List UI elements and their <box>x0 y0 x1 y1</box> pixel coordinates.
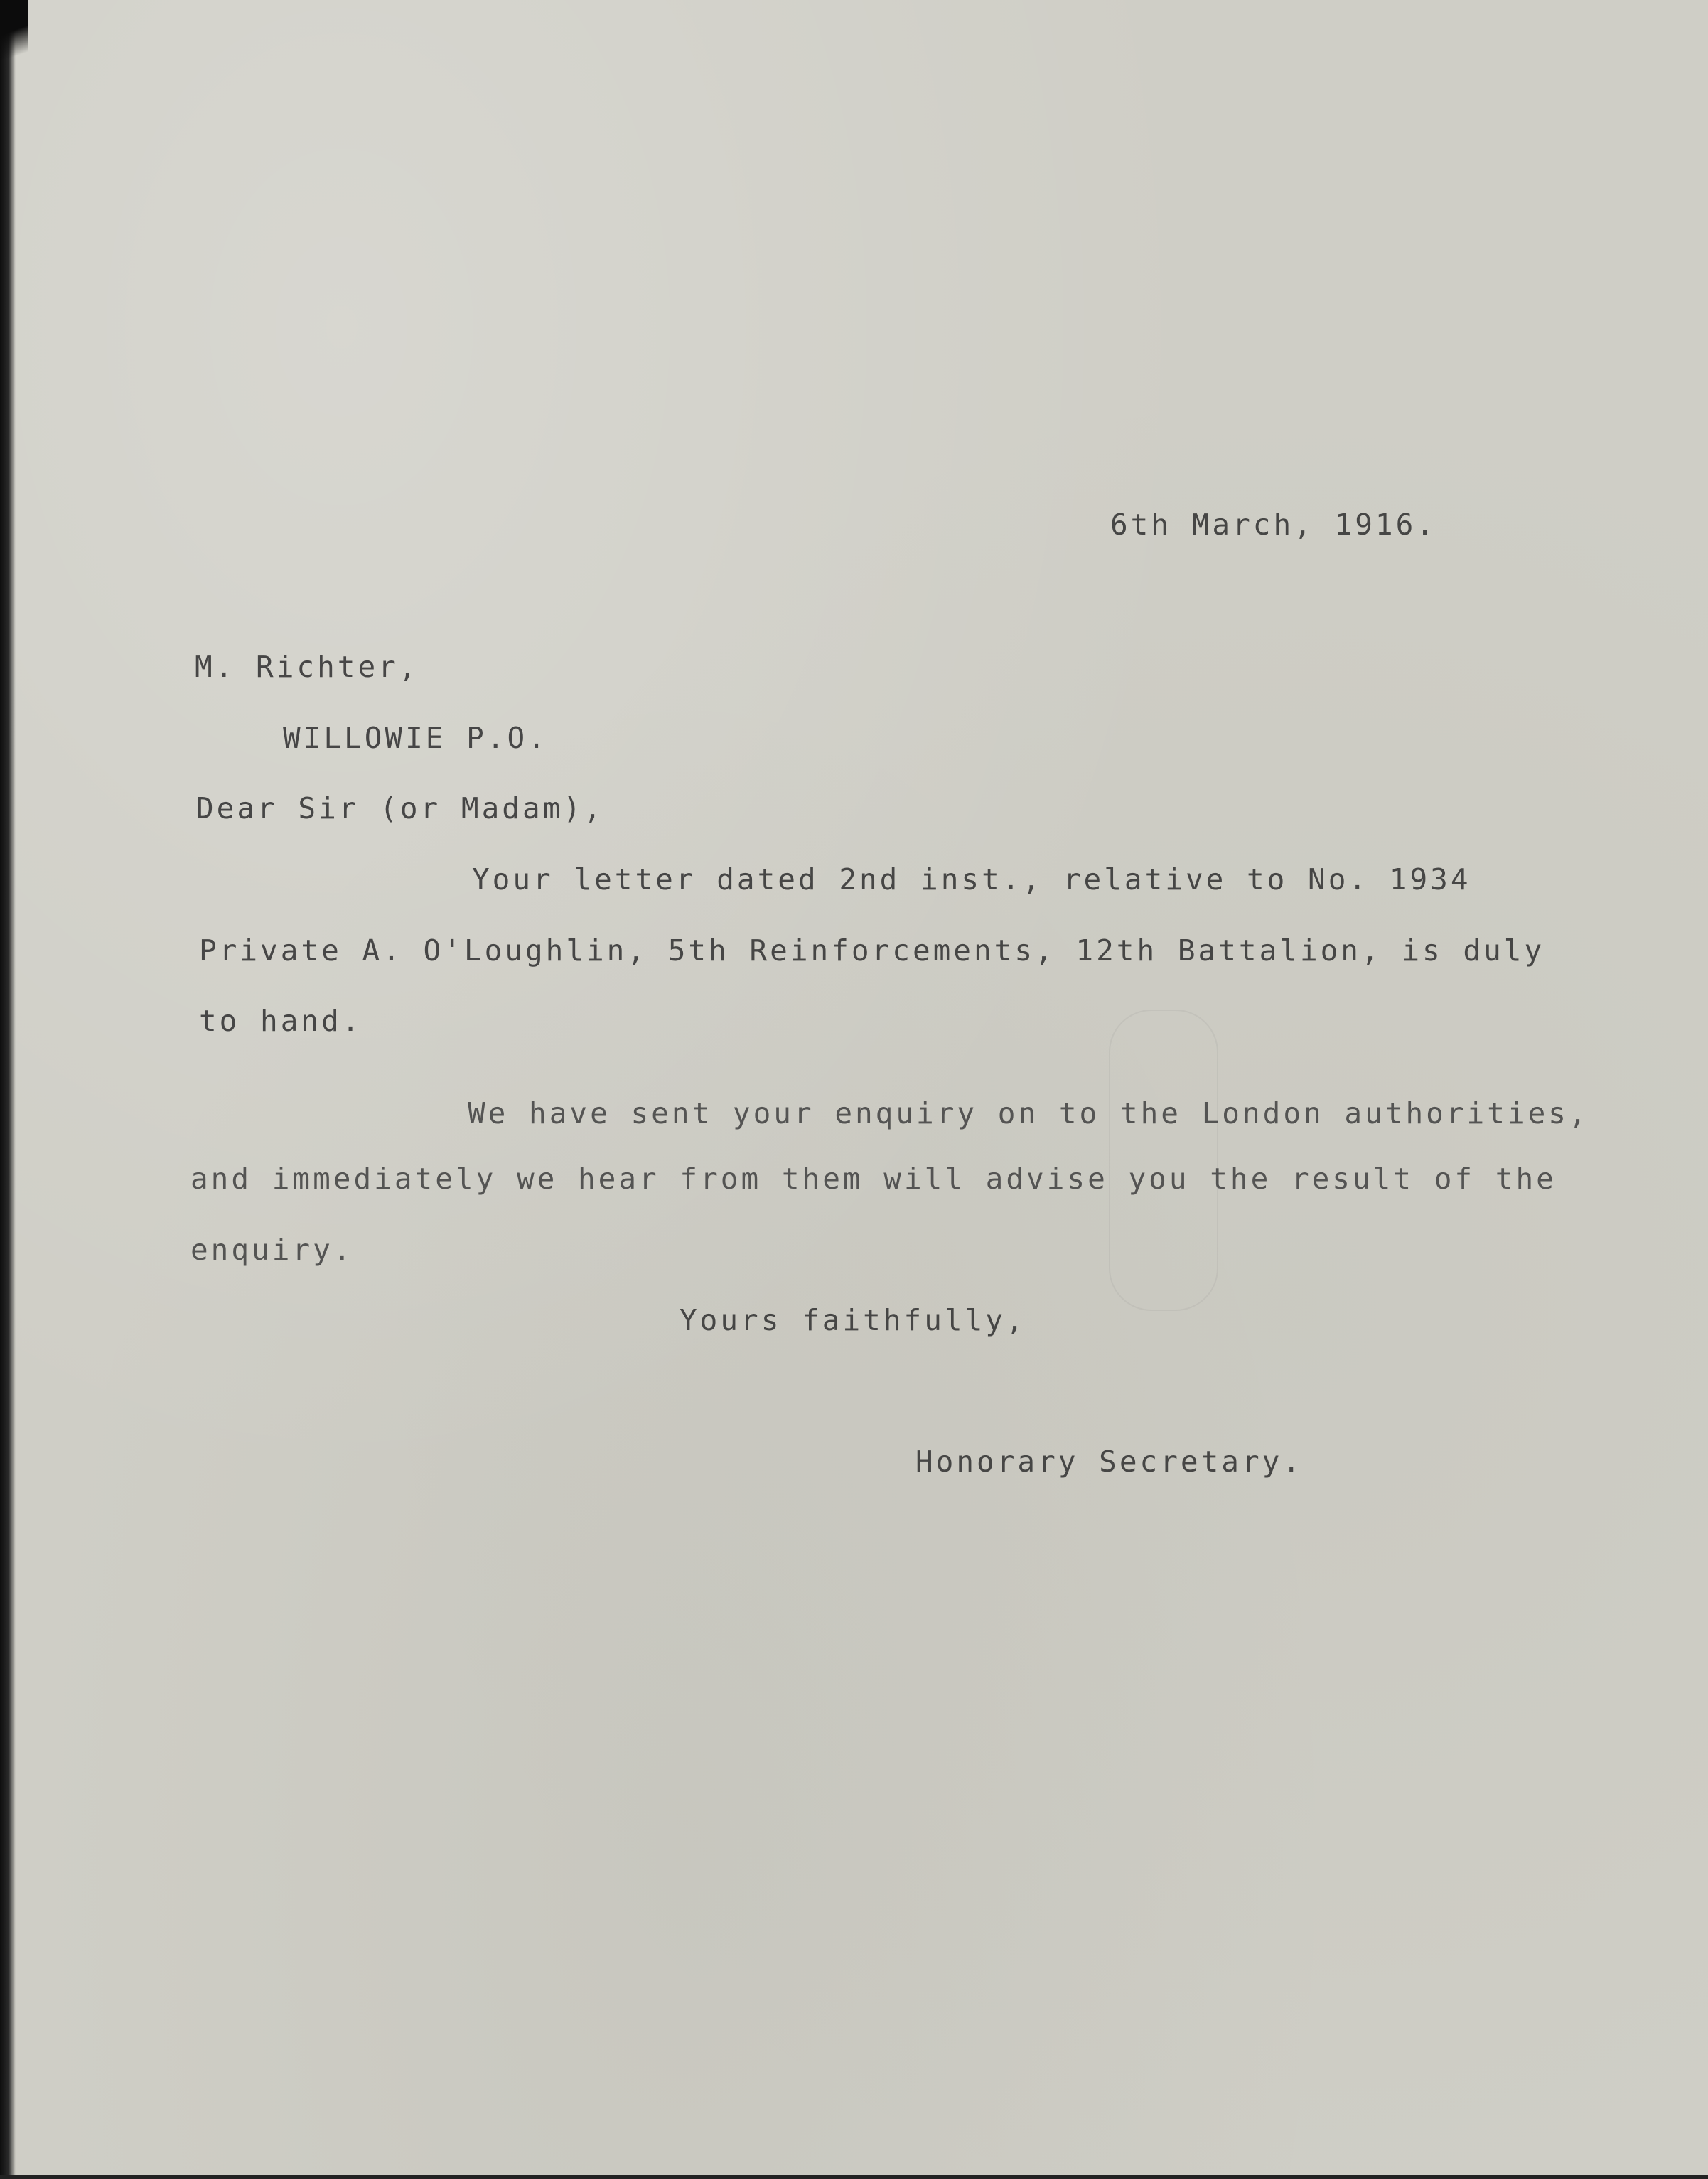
scan-bottom-edge <box>0 2175 1708 2179</box>
paper-mark <box>1109 1010 1218 1311</box>
scan-corner <box>0 0 28 78</box>
paragraph-1-line-1: Your letter dated 2nd inst., relative to No. 1934 <box>472 862 1471 896</box>
recipient-address: WILLOWIE P.O. <box>283 721 548 755</box>
paragraph-2-line-3: enquiry. <box>190 1233 354 1267</box>
paragraph-1-line-2: Private A. O'Loughlin, 5th Reinforcements, 12th Battalion, is duly <box>199 933 1545 968</box>
paragraph-2-line-1: We have sent your enquiry on to the London authorities, <box>468 1096 1589 1130</box>
recipient-name: M. Richter, <box>195 650 419 684</box>
paragraph-1-line-3: to hand. <box>199 1004 362 1038</box>
letter-date: 6th March, 1916. <box>1110 508 1436 542</box>
paragraph-2-line-2: and immediately we hear from them will advise you the result of the <box>190 1162 1557 1196</box>
salutation: Dear Sir (or Madam), <box>196 791 604 825</box>
signatory-title: Honorary Secretary. <box>915 1445 1303 1479</box>
scan-edge <box>0 0 16 2179</box>
closing: Yours faithfully, <box>680 1303 1026 1337</box>
